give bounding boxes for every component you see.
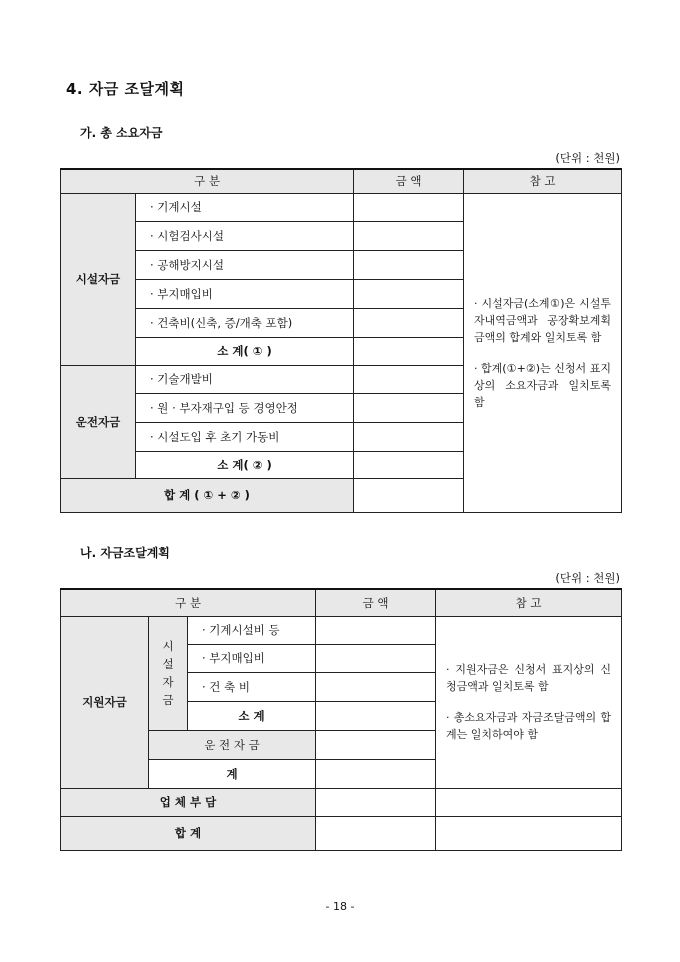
table-row <box>61 816 622 850</box>
operating-item: · 시설도입 후 초기 가동비 <box>136 422 354 451</box>
part-b-unit: (단위 : 천원) <box>555 571 620 585</box>
grand-total-label: 합 계 <box>61 816 316 850</box>
facility-item: · 공해방지시설 <box>136 250 354 279</box>
funding-plan-table <box>60 588 622 851</box>
header-category: 구 분 <box>61 589 316 616</box>
note-cell <box>436 788 622 816</box>
header-note: 참 고 <box>464 169 622 193</box>
facility-item: · 부지매입비 <box>188 644 316 672</box>
operating-item: · 기술개발비 <box>136 365 354 393</box>
vertical-char: 설 <box>162 657 174 671</box>
operating-funds-label: 운 전 자 금 <box>149 730 316 759</box>
amount-cell <box>316 788 436 816</box>
total-funds-table <box>60 168 622 513</box>
table-header-row <box>61 589 622 616</box>
facility-item: · 건축비(신축, 증/개축 포함) <box>136 308 354 337</box>
facility-item: · 시험검사시설 <box>136 221 354 250</box>
amount-cell <box>316 701 436 730</box>
page-number: - 18 - <box>325 900 355 913</box>
amount-cell <box>354 308 464 337</box>
note-text: · 총소요자금과 자금조달금액의 합계는 일치하여야 함 <box>446 711 612 741</box>
facility-item: · 건 축 비 <box>188 672 316 701</box>
facility-item: · 기계시설비 등 <box>188 616 316 644</box>
note-text: · 시설자금(소계①)은 시설투자내역금액과 공장확보계획금액의 합계와 일치토록 함 <box>474 296 611 344</box>
part-a-title: 가. 총 소요자금 <box>80 126 163 140</box>
header-note: 참 고 <box>436 589 622 616</box>
table-row <box>61 788 622 816</box>
amount-cell <box>316 616 436 644</box>
part-b-notes <box>436 616 622 788</box>
part-a-notes <box>464 193 622 512</box>
part-b-title: 나. 자금조달계획 <box>80 546 170 560</box>
header-amount: 금 액 <box>354 169 464 193</box>
table-header-row <box>61 169 622 193</box>
operating-funds-label: 운전자금 <box>61 365 136 478</box>
amount-cell <box>316 644 436 672</box>
facility-item: · 기계시설 <box>136 193 354 221</box>
amount-cell <box>316 816 436 850</box>
amount-cell <box>354 337 464 365</box>
note-cell <box>436 816 622 850</box>
facility-item: · 부지매입비 <box>136 279 354 308</box>
facility-subtotal: 소 계( ① ) <box>136 337 354 365</box>
operating-subtotal: 소 계( ② ) <box>136 451 354 478</box>
support-sum-label: 계 <box>149 759 316 788</box>
facility-funds-label: 시설자금 <box>61 193 136 365</box>
amount-cell <box>354 422 464 451</box>
note-text: · 합계(①+②)는 신청서 표지상의 소요자금과 일치토록 함 <box>474 361 611 409</box>
table-row <box>61 616 622 644</box>
table-row <box>61 193 622 221</box>
header-category: 구 분 <box>61 169 354 193</box>
amount-cell <box>316 672 436 701</box>
amount-cell <box>316 730 436 759</box>
amount-cell <box>354 451 464 478</box>
facility-funds-vertical-label <box>149 616 188 730</box>
amount-cell <box>354 393 464 422</box>
amount-cell <box>354 250 464 279</box>
vertical-char: 시 <box>162 639 174 653</box>
support-funds-label: 지원자금 <box>61 616 149 788</box>
amount-cell <box>354 365 464 393</box>
amount-cell <box>316 759 436 788</box>
amount-cell <box>354 221 464 250</box>
vertical-char: 자 <box>162 675 174 689</box>
part-a-unit: (단위 : 천원) <box>555 151 620 165</box>
section-title: 4. 자금 조달계획 <box>66 80 185 98</box>
amount-cell <box>354 478 464 512</box>
company-share-label: 업 체 부 담 <box>61 788 316 816</box>
header-amount: 금 액 <box>316 589 436 616</box>
facility-subtotal: 소 계 <box>188 701 316 730</box>
amount-cell <box>354 193 464 221</box>
operating-item: · 원 · 부자재구입 등 경영안정 <box>136 393 354 422</box>
amount-cell <box>354 279 464 308</box>
note-text: · 지원자금은 신청서 표지상의 신청금액과 일치토록 함 <box>446 663 612 693</box>
grand-total-label: 합 계 ( ① + ② ) <box>61 478 354 512</box>
vertical-char: 금 <box>162 693 174 707</box>
